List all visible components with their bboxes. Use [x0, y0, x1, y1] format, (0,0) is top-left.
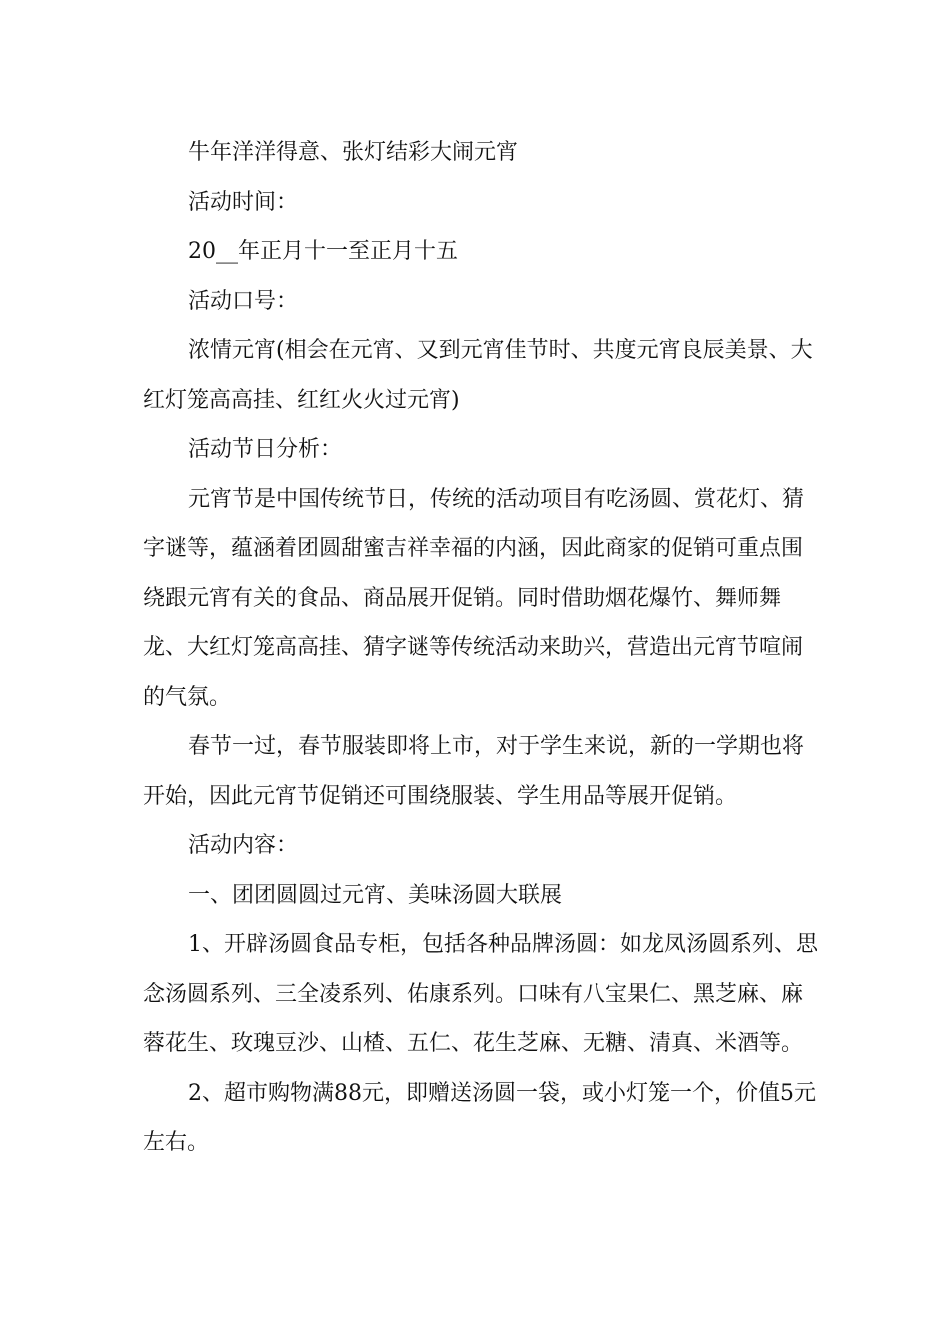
festival-analysis-heading: 活动节日分析： — [188, 437, 343, 462]
item-one-paragraph: 1、开辟汤圆食品专柜，包括各种品牌汤圆：如龙凤汤圆系列、思念汤圆系列、三全凌系列、佑康系列。口味有八宝果仁、黑芝麻、麻蓉花生、玫瑰豆沙、山楂、五仁、花生芝麻、无糖、清真、米酒等。 — [143, 932, 818, 1056]
activity-slogan-text: 浓情元宵(相会在元宵、又到元宵佳节时、共度元宵良辰美景、大红灯笼高高挂、红红火火过元宵) — [143, 338, 813, 413]
festival-analysis-paragraph-1: 元宵节是中国传统节日，传统的活动项目有吃汤圆、赏花灯、猜字谜等，蕴涵着团圆甜蜜吉祥幸福的内涵，因此商家的促销可重点围绕跟元宵有关的食品、商品展开促销。同时借助烟花爆竹、舞师舞龙、大红灯笼高高挂、猜字谜等传统活动来助兴，营造出元宵节喧闹的气氛。 — [143, 486, 805, 710]
item-two-paragraph: 2、超市购物满88元，即赠送汤圆一袋，或小灯笼一个，价值5元左右。 — [143, 1080, 816, 1155]
section-one-heading: 一、团团圆圆过元宵、美味汤圆大联展 — [188, 882, 563, 908]
activity-time-value: 20__年正月十一至正月十五 — [188, 239, 458, 264]
title-line: 牛年洋洋得意、张灯结彩大闹元宵 — [188, 140, 519, 165]
document-body — [143, 128, 823, 1168]
activity-content-heading: 活动内容： — [188, 833, 299, 858]
festival-analysis-paragraph-2: 春节一过，春节服装即将上市，对于学生来说，新的一学期也将开始，因此元宵节促销还可围绕服装、学生用品等展开促销。 — [143, 734, 805, 809]
activity-slogan-heading: 活动口号： — [188, 288, 299, 314]
activity-time-heading: 活动时间： — [188, 189, 299, 215]
